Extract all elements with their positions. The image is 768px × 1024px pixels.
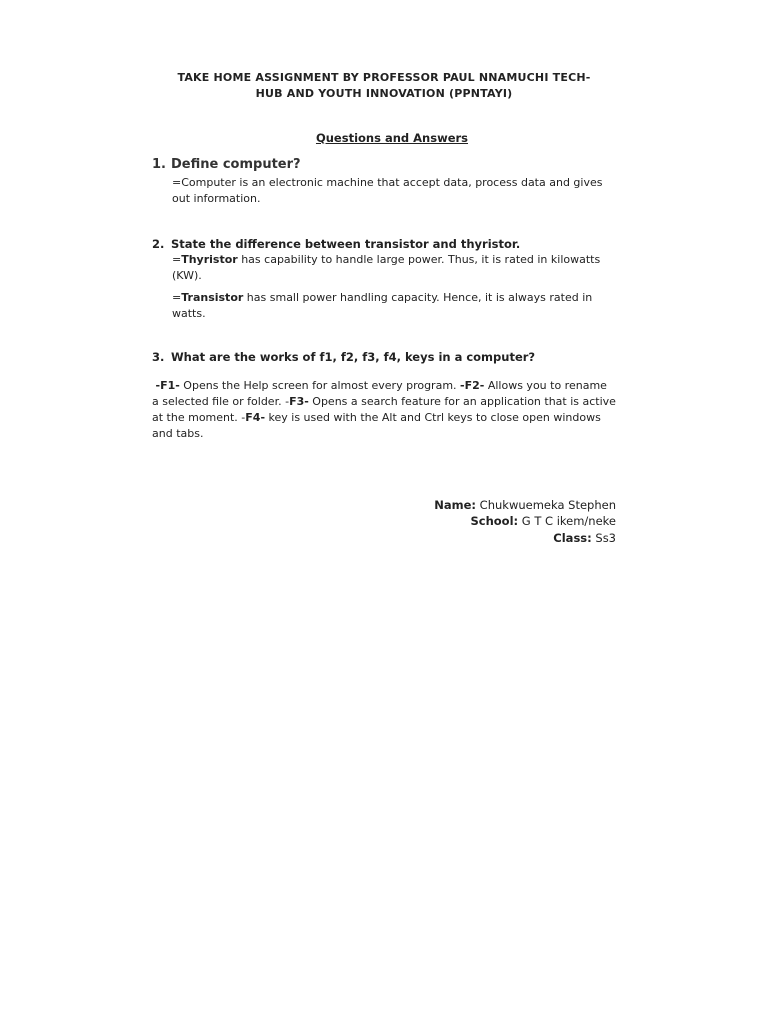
answer-term: Thyristor [181,253,238,266]
class-value: Ss3 [591,531,616,545]
answer-1: =Computer is an electronic machine that accept data, process data and gives out information. [172,176,603,205]
school-value: G T C ikem/neke [518,514,616,528]
answer-2-transistor [172,290,612,322]
f4-label: F4- [245,411,266,424]
answer-2-thyristor [172,252,612,284]
f2-text: Allows you to rename a selected file or folder. - [152,379,607,408]
f1-label: -F1- [155,379,180,392]
question-text: What are the works of f1, f2, f3, f4, keys in a computer? [171,350,536,364]
name-label: Name: [434,498,477,512]
school-label: School: [470,514,519,528]
answer-3 [152,378,616,442]
f2-label: -F2- [460,379,485,392]
question-number: 1. [152,157,166,172]
answer-text: has capability to handle large power. Thus, it is rated in kilowatts (KW). [172,253,601,282]
question-number: 2. [152,237,165,251]
f3-label: F3- [289,395,309,408]
signature-school [300,513,616,530]
answer-text: has small power handling capacity. Hence, it is always rated in watts. [172,291,593,320]
section-heading: Questions and Answers [315,131,469,145]
signature-name [300,497,616,514]
question-2 [152,236,622,252]
title-line-2: HUB AND YOUTH INNOVATION (PPNTAYI) [255,87,513,100]
name-value: Chukwuemeka Stephen [476,498,616,512]
question-text: Define computer? [171,157,301,172]
question-text: State the difference between transistor and thyristor. [171,237,521,251]
question-3 [152,349,622,365]
document-title [152,70,616,102]
answer-prefix: = [172,253,182,266]
question-1 [152,157,622,173]
f4-text: key is used with the Alt and Ctrl keys to close open windows and tabs. [152,411,601,440]
answer-term: Transistor [181,291,244,304]
question-number: 3. [152,350,165,364]
title-line-1: TAKE HOME ASSIGNMENT BY PROFESSOR PAUL NNAMUCHI TECH- [177,71,591,84]
answer-prefix: = [172,291,182,304]
signature-class [300,530,616,547]
class-label: Class: [553,531,592,545]
f3-text: Opens a search feature for an application that is active at the moment. - [152,395,616,424]
f1-text: Opens the Help screen for almost every program. [179,379,461,392]
